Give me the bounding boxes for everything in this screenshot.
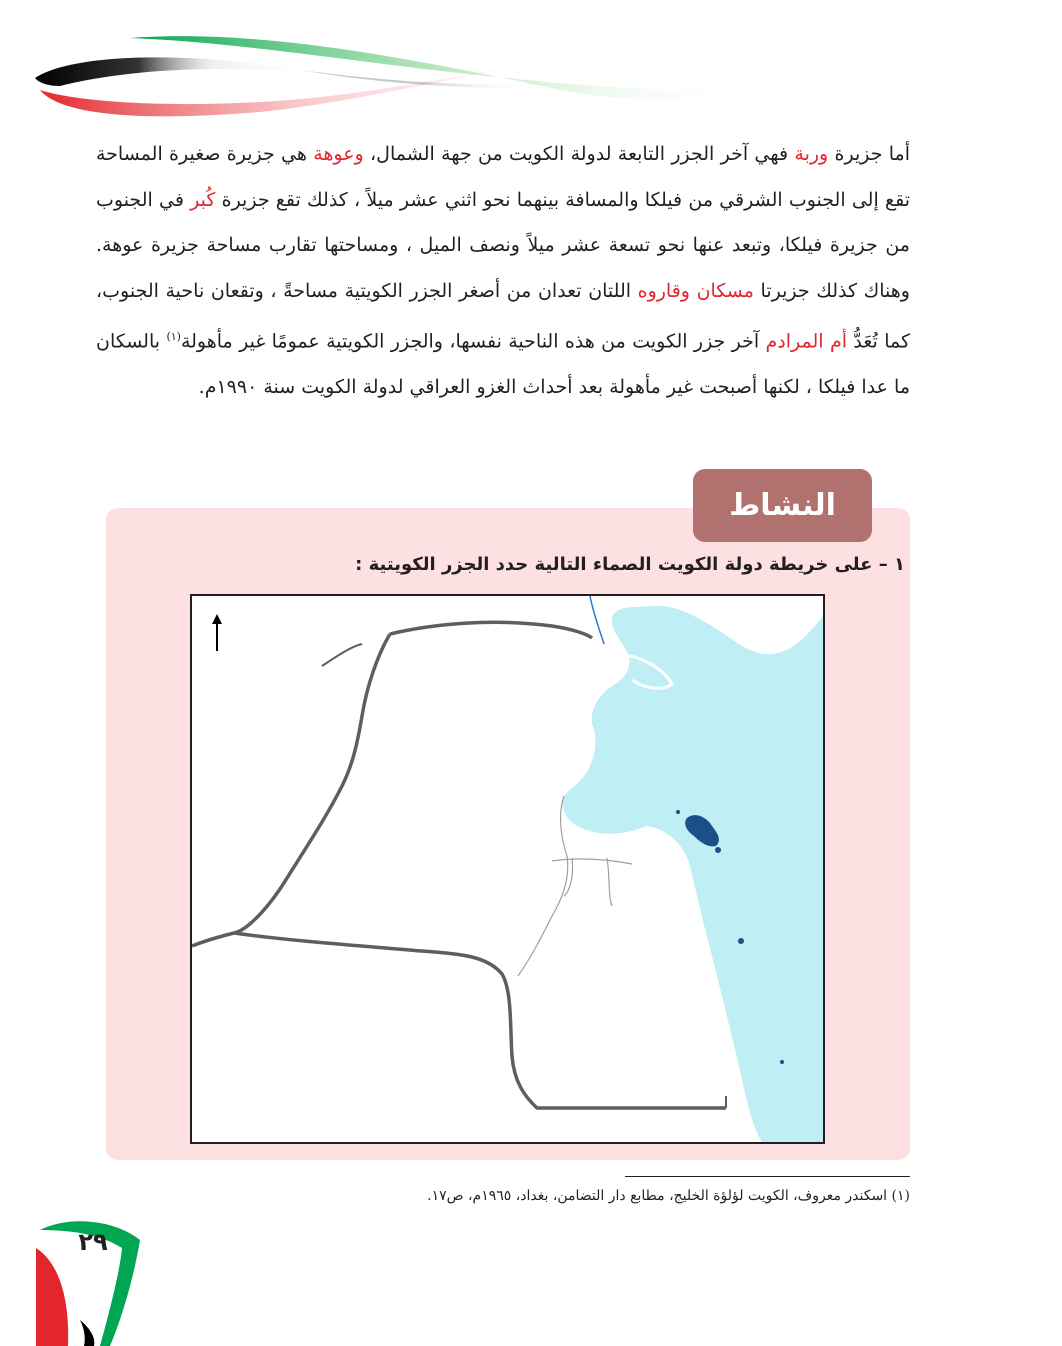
main-paragraph — [96, 132, 910, 410]
island-name-auha: وعوهة — [313, 143, 364, 165]
inner-coast — [322, 644, 362, 666]
footnote: (١) اسكندر معروف، الكويت لؤلؤة الخليج، مطابع دار التضامن، بغداد، ١٩٦٥م، ص١٧. — [427, 1188, 910, 1204]
paragraph-text: هي جزيرة صغيرة المساحة تقع إلى الجنوب الشرقي من فيلكا والمسافة بينهما نحو اثني عشر ميلاً ، كذلك تقع جزيرة — [96, 143, 910, 211]
paragraph-text: بالسكان ما عدا فيلكا ، لكنها أصبحت غير مأهولة بعد أحداث الغزو العراقي لدولة الكويت سنة ١٩٩٠م. — [96, 330, 910, 398]
sea-area — [563, 596, 823, 1142]
activity-question: ١ – على خريطة دولة الكويت الصماء التالية حدد الجزر الكويتية : — [355, 554, 905, 575]
kuwait-bay-shore — [518, 796, 568, 976]
warbah-island[interactable] — [676, 810, 680, 814]
north-arrow-head — [212, 614, 222, 624]
southwest-border — [192, 933, 726, 1108]
footnote-divider — [625, 1176, 910, 1177]
auha-island[interactable] — [715, 847, 721, 853]
western-border — [234, 634, 390, 933]
island-name-miskan-qaruh: مسكان وقاروه — [637, 279, 754, 302]
island-name-umm-almaradim: أم المرادم — [765, 330, 848, 353]
paragraph-text: في الجنوب من جزيرة فيلكا، وتبعد عنها نحو تسعة عشر ميلاً ونصف الميل ، ومساحتها تقارب مساحة جزيرة عوهة. وهناك كذلك جزيرتا — [96, 188, 910, 302]
island-name-warbah: وربة — [794, 143, 829, 165]
map-graphic — [192, 596, 823, 1142]
paragraph-text: أما جزيرة — [828, 143, 911, 165]
island-name-kubbar: كُبر — [190, 188, 216, 211]
paragraph-text: فهي آخر الجزر التابعة لدولة الكويت من جهة الشمال، — [363, 143, 795, 165]
activity-title: النشاط — [693, 469, 872, 542]
header-flag-decoration — [0, 0, 1062, 130]
paragraph-text: آخر جزر الكويت من هذه الناحية نفسها، والجزر الكويتية عمومًا غير مأهولة — [180, 330, 766, 353]
northern-border — [390, 622, 592, 638]
kubbar-island[interactable] — [738, 938, 744, 944]
city-outline — [552, 858, 632, 906]
footnote-reference[interactable]: (١) — [166, 330, 181, 343]
paragraph-text: اللتان تعدان من أصغر الجزر الكويتية مساحةً ، وتقعان ناحية الجنوب، كما تُعَدُّ — [96, 279, 911, 353]
qaruh-island[interactable] — [780, 1060, 784, 1064]
page-number: ٢٩ — [78, 1228, 108, 1256]
kuwait-blank-map[interactable] — [190, 594, 825, 1144]
